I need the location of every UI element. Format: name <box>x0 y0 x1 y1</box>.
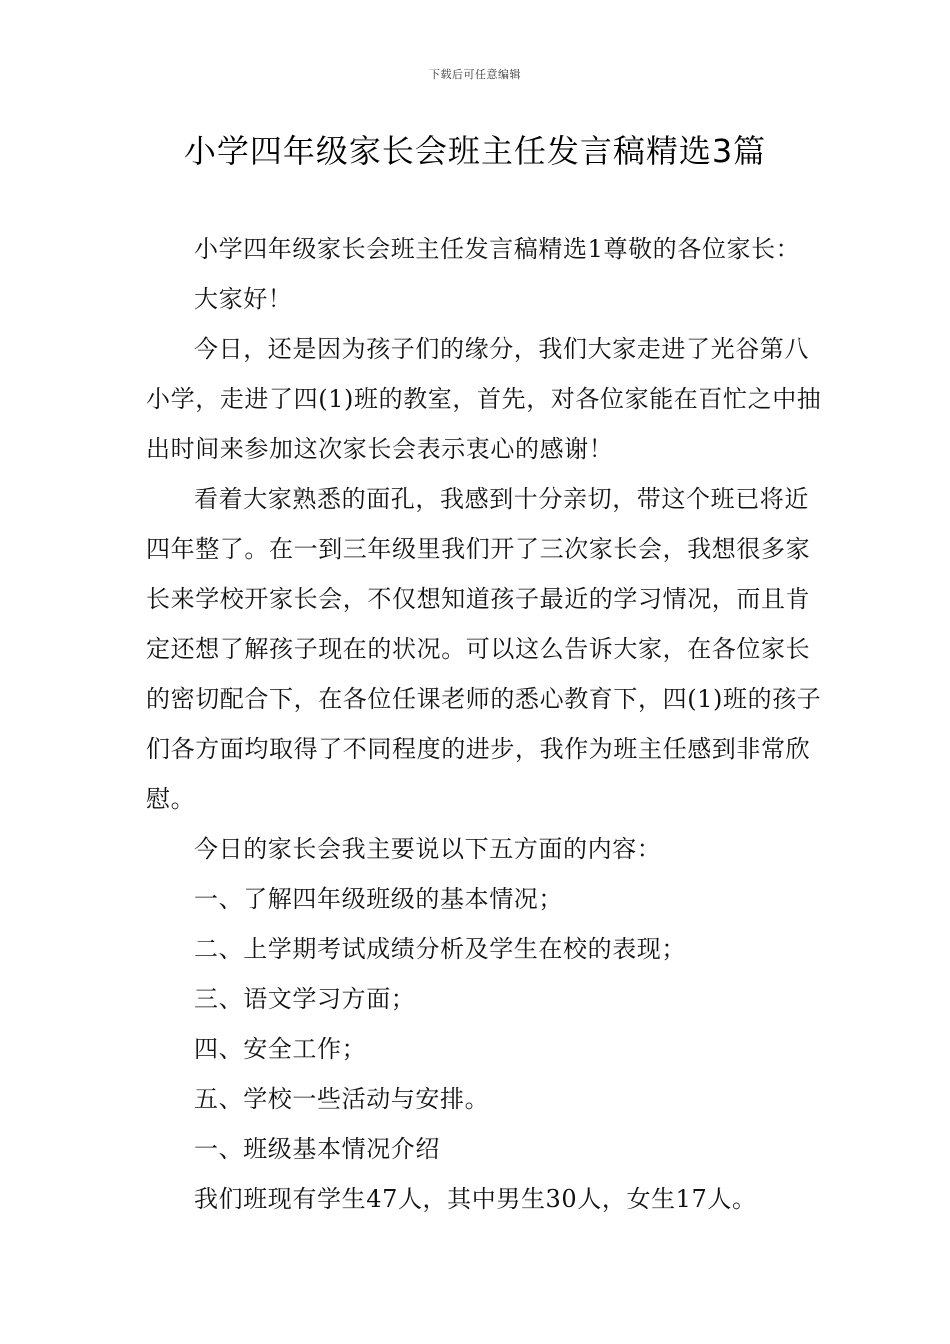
list-item: 二、上学期考试成绩分析及学生在校的表现； <box>194 935 686 963</box>
paragraph: 小学四年级家长会班主任发言稿精选1尊敬的各位家长： <box>194 235 801 263</box>
list-item: 五、学校一些活动与安排。 <box>194 1085 490 1113</box>
list-item: 三、语文学习方面； <box>194 985 416 1013</box>
document-body <box>146 224 826 1224</box>
list-item: 四、安全工作； <box>194 1035 367 1063</box>
header-note: 下载后可任意编辑 <box>429 68 521 81</box>
paragraph: 看着大家熟悉的面孔，我感到十分亲切，带这个班已将近四年整了。在一到三年级里我们开了三次家长会，我想很多家长来学校开家长会，不仅想知道孩子最近的学习情况，而且肯定还想了解孩子现在的状况。可以这么告诉大家，在各位家长的密切配合下，在各位任课老师的悉心教育下，四(1)班的孩子们各方面均取得了不同程度的进步，我作为班主任感到非常欣慰。 <box>146 485 822 813</box>
list-item: 一、了解四年级班级的基本情况； <box>194 885 563 913</box>
document-title: 小学四年级家长会班主任发言稿精选3篇 <box>183 132 767 170</box>
paragraph: 今日的家长会我主要说以下五方面的内容： <box>194 835 662 863</box>
paragraph: 今日，还是因为孩子们的缘分，我们大家走进了光谷第八小学，走进了四(1)班的教室，首先，对各位家能在百忙之中抽出时间来参加这次家长会表示衷心的感谢！ <box>146 335 822 463</box>
paragraph: 我们班现有学生47人，其中男生30人，女生17人。 <box>194 1185 757 1213</box>
paragraph: 大家好！ <box>194 285 293 313</box>
section-heading: 一、班级基本情况介绍 <box>194 1135 440 1163</box>
